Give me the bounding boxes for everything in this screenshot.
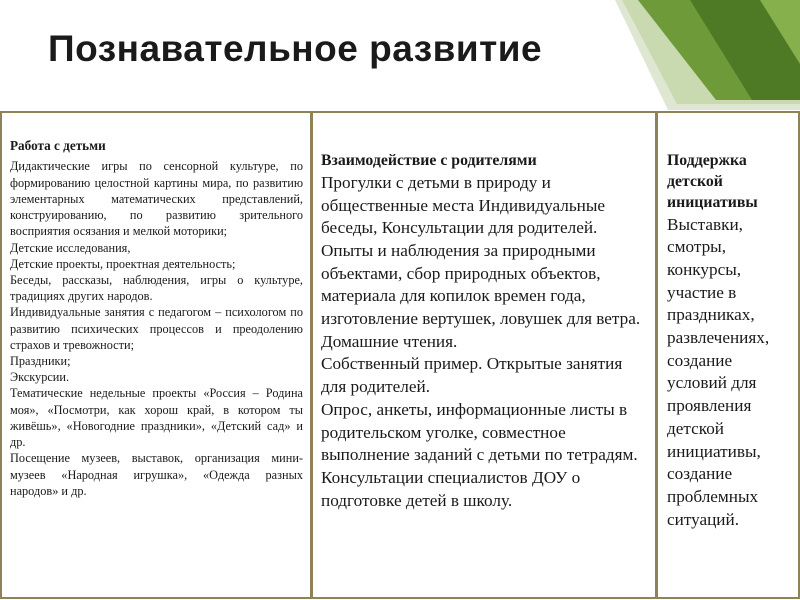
list-item: Консультации специалистов ДОУ о подготовке детей в школу. bbox=[321, 467, 581, 510]
list-item: Посещение музеев, выставок, организация мини-музеев «Народная игрушка», «Одежда разных народов» и др. bbox=[10, 451, 303, 498]
list-item: Детские исследования, bbox=[10, 240, 131, 255]
column-work-with-children bbox=[2, 113, 313, 597]
column-initiative bbox=[658, 113, 798, 597]
list-item: Индивидуальные занятия с педагогом – психологом по развитию психических процессов и преодолению страхов и тревожности; bbox=[10, 305, 303, 352]
list-item: Прогулки с детьми в природу и общественные места Индивидуальные беседы, Консультации для родителей. bbox=[321, 172, 606, 238]
list-item: Тематические недельные проекты «Россия – Родина моя», «Посмотри, как хорош край, в котором ты живёшь», «Новогодние праздники», «Детский сад» и др. bbox=[10, 386, 303, 450]
list-item: Опыты и наблюдения за природными объектами, сбор природных объектов, материала для копилок времен года, изготовление вертушек, ловушек для ветра. Домашние чтения. bbox=[321, 240, 641, 351]
column-heading: Взаимодействие с родителями bbox=[321, 152, 537, 169]
list-item: Экскурсии. bbox=[10, 370, 70, 385]
list-item: Детские проекты, проектная деятельность; bbox=[10, 256, 236, 271]
column-parents bbox=[313, 113, 658, 597]
content-table bbox=[0, 111, 800, 599]
column-heading: Работа с детьми bbox=[10, 138, 106, 153]
page-title: Познавательное развитие bbox=[48, 28, 543, 69]
list-item: Собственный пример. Открытые занятия для родителей. bbox=[321, 354, 623, 397]
list-item: Выставки, смотры, конкурсы, участие в праздниках, развлечениях, создание условий для проявления детской инициативы, создание проблемных ситуаций. bbox=[667, 214, 770, 529]
list-item: Опрос, анкеты, информационные листы в родительском уголке, совместное выполнение заданий с детьми по тетрадям. bbox=[321, 399, 638, 465]
column-heading: Поддержка детской инициативы bbox=[667, 152, 758, 211]
list-item: Дидактические игры по сенсорной культуре, по формированию целостной картины мира, по развитию элементарных математических представлений, конструированию, по развитию зрительного восприятия осязания и мелкой моторики; bbox=[10, 159, 303, 239]
list-item: Праздники; bbox=[10, 354, 71, 369]
list-item: Беседы, рассказы, наблюдения, игры о культуре, традициях других народов. bbox=[10, 272, 303, 304]
